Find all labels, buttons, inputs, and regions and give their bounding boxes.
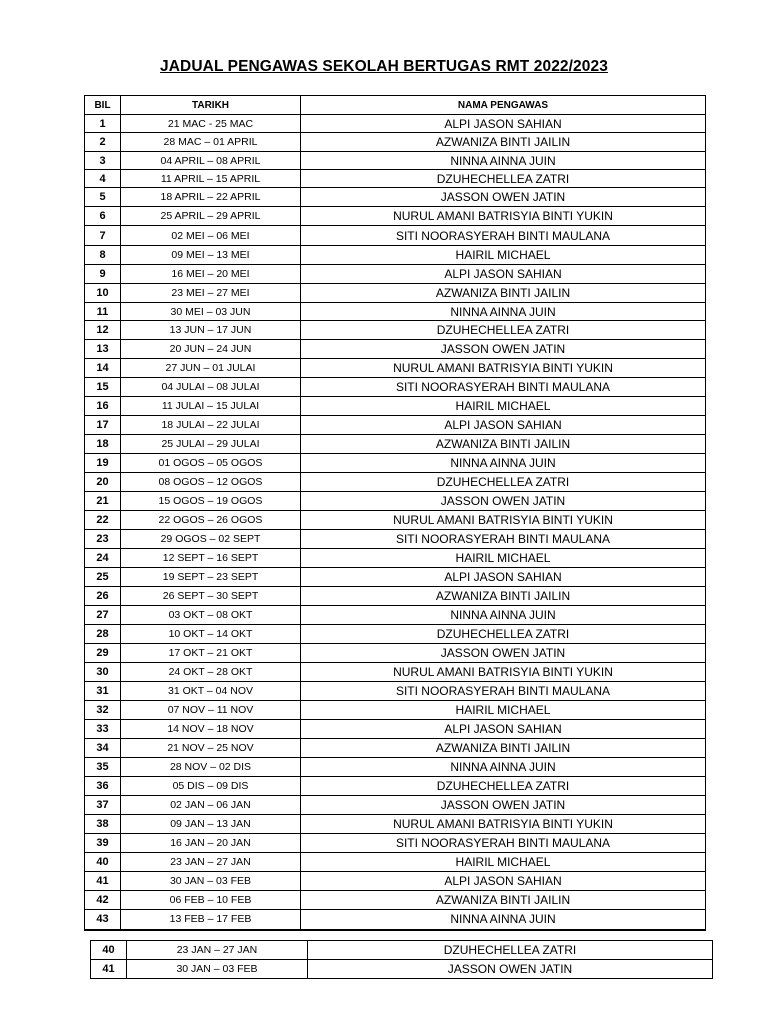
row-date-range: 09 MEI – 13 MEI — [121, 246, 301, 265]
row-date-range: 01 OGOS – 05 OGOS — [121, 454, 301, 473]
row-prefect-name: SITI NOORASYERAH BINTI MAULANA — [301, 378, 706, 397]
row-number: 3 — [85, 152, 121, 170]
row-date-range: 20 JUN – 24 JUN — [121, 340, 301, 359]
row-number: 41 — [85, 872, 121, 891]
row-prefect-name: JASSON OWEN JATIN — [308, 960, 713, 979]
table-row — [91, 960, 713, 979]
row-date-range: 25 JULAI – 29 JULAI — [121, 435, 301, 454]
row-number: 40 — [91, 941, 127, 960]
header-bil: BIL — [85, 96, 121, 115]
row-date-range: 03 OKT – 08 OKT — [121, 606, 301, 625]
row-date-range: 11 JULAI – 15 JULAI — [121, 397, 301, 416]
row-prefect-name: AZWANIZA BINTI JAILIN — [301, 739, 706, 758]
row-prefect-name: JASSON OWEN JATIN — [301, 796, 706, 815]
table-row — [85, 720, 706, 739]
header-tarikh: TARIKH — [121, 96, 301, 115]
table-row — [85, 910, 706, 930]
row-number: 20 — [85, 473, 121, 492]
row-prefect-name: JASSON OWEN JATIN — [301, 340, 706, 359]
row-prefect-name: DZUHECHELLEA ZATRI — [301, 777, 706, 796]
row-date-range: 09 JAN – 13 JAN — [121, 815, 301, 834]
row-prefect-name: AZWANIZA BINTI JAILIN — [301, 435, 706, 454]
table-row — [85, 587, 706, 606]
row-number: 1 — [85, 115, 121, 133]
table-row — [85, 511, 706, 530]
row-prefect-name: ALPI JASON SAHIAN — [301, 265, 706, 284]
table-row — [85, 188, 706, 207]
row-number: 35 — [85, 758, 121, 777]
row-number: 28 — [85, 625, 121, 644]
row-number: 30 — [85, 663, 121, 682]
row-prefect-name: NINNA AINNA JUIN — [301, 606, 706, 625]
row-number: 40 — [85, 853, 121, 872]
row-prefect-name: DZUHECHELLEA ZATRI — [308, 941, 713, 960]
row-prefect-name: HAIRIL MICHAEL — [301, 853, 706, 872]
table-row — [85, 454, 706, 473]
row-prefect-name: HAIRIL MICHAEL — [301, 701, 706, 720]
row-number: 13 — [85, 340, 121, 359]
header-nama-pengawas: NAMA PENGAWAS — [301, 96, 706, 115]
row-number: 22 — [85, 511, 121, 530]
row-prefect-name: HAIRIL MICHAEL — [301, 246, 706, 265]
row-prefect-name: JASSON OWEN JATIN — [301, 188, 706, 207]
table-row — [85, 815, 706, 834]
row-number: 17 — [85, 416, 121, 435]
table-row — [85, 568, 706, 587]
row-date-range: 30 JAN – 03 FEB — [127, 960, 308, 979]
table-row — [85, 625, 706, 644]
table-row — [85, 473, 706, 492]
row-prefect-name: NURUL AMANI BATRISYIA BINTI YUKIN — [301, 207, 706, 226]
row-prefect-name: AZWANIZA BINTI JAILIN — [301, 891, 706, 910]
row-date-range: 13 JUN – 17 JUN — [121, 321, 301, 340]
row-date-range: 19 SEPT – 23 SEPT — [121, 568, 301, 587]
table-row — [85, 152, 706, 170]
row-prefect-name: JASSON OWEN JATIN — [301, 644, 706, 663]
row-date-range: 28 MAC – 01 APRIL — [121, 133, 301, 152]
row-number: 31 — [85, 682, 121, 701]
table-row — [85, 340, 706, 359]
table-row — [85, 777, 706, 796]
row-prefect-name: JASSON OWEN JATIN — [301, 492, 706, 511]
table-row — [85, 606, 706, 625]
row-date-range: 29 OGOS – 02 SEPT — [121, 530, 301, 549]
row-date-range: 22 OGOS – 26 OGOS — [121, 511, 301, 530]
table-row — [85, 378, 706, 397]
row-date-range: 10 OKT – 14 OKT — [121, 625, 301, 644]
table-row — [85, 663, 706, 682]
row-date-range: 08 OGOS – 12 OGOS — [121, 473, 301, 492]
row-prefect-name: ALPI JASON SAHIAN — [301, 720, 706, 739]
row-number: 23 — [85, 530, 121, 549]
table-row — [85, 701, 706, 720]
overflow-table-body — [91, 941, 713, 979]
row-prefect-name: NURUL AMANI BATRISYIA BINTI YUKIN — [301, 511, 706, 530]
table-row — [85, 530, 706, 549]
table-row — [85, 834, 706, 853]
row-date-range: 23 JAN – 27 JAN — [127, 941, 308, 960]
row-date-range: 02 MEI – 06 MEI — [121, 226, 301, 246]
row-date-range: 16 JAN – 20 JAN — [121, 834, 301, 853]
row-prefect-name: SITI NOORASYERAH BINTI MAULANA — [301, 834, 706, 853]
row-date-range: 02 JAN – 06 JAN — [121, 796, 301, 815]
table-body — [85, 115, 706, 930]
row-prefect-name: SITI NOORASYERAH BINTI MAULANA — [301, 226, 706, 246]
row-prefect-name: HAIRIL MICHAEL — [301, 549, 706, 568]
row-number: 5 — [85, 188, 121, 207]
table-row — [85, 207, 706, 226]
row-number: 33 — [85, 720, 121, 739]
table-row — [85, 303, 706, 321]
table-row — [85, 397, 706, 416]
row-prefect-name: AZWANIZA BINTI JAILIN — [301, 587, 706, 606]
table-row — [85, 853, 706, 872]
row-number: 26 — [85, 587, 121, 606]
row-number: 39 — [85, 834, 121, 853]
table-row — [85, 891, 706, 910]
table-row — [85, 265, 706, 284]
row-number: 36 — [85, 777, 121, 796]
row-number: 18 — [85, 435, 121, 454]
table-row — [85, 246, 706, 265]
row-date-range: 04 APRIL – 08 APRIL — [121, 152, 301, 170]
table-row — [85, 682, 706, 701]
table-row — [85, 796, 706, 815]
row-prefect-name: NINNA AINNA JUIN — [301, 758, 706, 777]
row-date-range: 21 NOV – 25 NOV — [121, 739, 301, 758]
row-number: 19 — [85, 454, 121, 473]
row-date-range: 12 SEPT – 16 SEPT — [121, 549, 301, 568]
row-number: 11 — [85, 303, 121, 321]
row-number: 25 — [85, 568, 121, 587]
row-prefect-name: NURUL AMANI BATRISYIA BINTI YUKIN — [301, 359, 706, 378]
row-date-range: 05 DIS – 09 DIS — [121, 777, 301, 796]
table-row — [85, 284, 706, 303]
table-row — [85, 739, 706, 758]
table-row — [85, 170, 706, 188]
row-number: 6 — [85, 207, 121, 226]
row-number: 29 — [85, 644, 121, 663]
row-prefect-name: SITI NOORASYERAH BINTI MAULANA — [301, 682, 706, 701]
row-number: 38 — [85, 815, 121, 834]
row-prefect-name: NINNA AINNA JUIN — [301, 152, 706, 170]
table-header-row — [85, 96, 706, 115]
table-row — [85, 435, 706, 454]
row-prefect-name: SITI NOORASYERAH BINTI MAULANA — [301, 530, 706, 549]
row-number: 7 — [85, 226, 121, 246]
table-row — [85, 416, 706, 435]
row-date-range: 04 JULAI – 08 JULAI — [121, 378, 301, 397]
row-prefect-name: NINNA AINNA JUIN — [301, 454, 706, 473]
row-number: 12 — [85, 321, 121, 340]
row-prefect-name: ALPI JASON SAHIAN — [301, 872, 706, 891]
row-number: 41 — [91, 960, 127, 979]
row-date-range: 21 MAC - 25 MAC — [121, 115, 301, 133]
row-number: 42 — [85, 891, 121, 910]
table-row — [85, 133, 706, 152]
row-prefect-name: NINNA AINNA JUIN — [301, 910, 706, 930]
overflow-schedule-table — [90, 940, 713, 979]
row-date-range: 23 JAN – 27 JAN — [121, 853, 301, 872]
table-row — [85, 115, 706, 133]
table-row — [85, 758, 706, 777]
row-date-range: 06 FEB – 10 FEB — [121, 891, 301, 910]
row-date-range: 30 JAN – 03 FEB — [121, 872, 301, 891]
row-number: 9 — [85, 265, 121, 284]
row-date-range: 13 FEB – 17 FEB — [121, 910, 301, 930]
row-prefect-name: HAIRIL MICHAEL — [301, 397, 706, 416]
table-row — [85, 549, 706, 568]
row-date-range: 24 OKT – 28 OKT — [121, 663, 301, 682]
row-prefect-name: DZUHECHELLEA ZATRI — [301, 170, 706, 188]
table-row — [85, 321, 706, 340]
row-date-range: 14 NOV – 18 NOV — [121, 720, 301, 739]
row-date-range: 31 OKT – 04 NOV — [121, 682, 301, 701]
row-number: 16 — [85, 397, 121, 416]
row-date-range: 11 APRIL – 15 APRIL — [121, 170, 301, 188]
row-number: 14 — [85, 359, 121, 378]
row-date-range: 18 APRIL – 22 APRIL — [121, 188, 301, 207]
row-prefect-name: AZWANIZA BINTI JAILIN — [301, 133, 706, 152]
row-date-range: 15 OGOS – 19 OGOS — [121, 492, 301, 511]
row-date-range: 17 OKT – 21 OKT — [121, 644, 301, 663]
row-date-range: 18 JULAI – 22 JULAI — [121, 416, 301, 435]
row-prefect-name: DZUHECHELLEA ZATRI — [301, 321, 706, 340]
row-prefect-name: ALPI JASON SAHIAN — [301, 568, 706, 587]
table-row — [85, 872, 706, 891]
row-prefect-name: AZWANIZA BINTI JAILIN — [301, 284, 706, 303]
row-number: 10 — [85, 284, 121, 303]
row-date-range: 30 MEI – 03 JUN — [121, 303, 301, 321]
table-row — [85, 359, 706, 378]
row-date-range: 16 MEI – 20 MEI — [121, 265, 301, 284]
row-prefect-name: ALPI JASON SAHIAN — [301, 416, 706, 435]
row-date-range: 07 NOV – 11 NOV — [121, 701, 301, 720]
row-number: 21 — [85, 492, 121, 511]
row-number: 15 — [85, 378, 121, 397]
row-number: 34 — [85, 739, 121, 758]
table-row — [91, 941, 713, 960]
row-prefect-name: DZUHECHELLEA ZATRI — [301, 625, 706, 644]
row-date-range: 27 JUN – 01 JULAI — [121, 359, 301, 378]
row-number: 24 — [85, 549, 121, 568]
row-number: 4 — [85, 170, 121, 188]
duty-schedule-table — [84, 95, 706, 931]
row-number: 2 — [85, 133, 121, 152]
table-row — [85, 226, 706, 246]
row-date-range: 28 NOV – 02 DIS — [121, 758, 301, 777]
row-number: 43 — [85, 910, 121, 930]
row-date-range: 25 APRIL – 29 APRIL — [121, 207, 301, 226]
row-prefect-name: NURUL AMANI BATRISYIA BINTI YUKIN — [301, 815, 706, 834]
row-number: 27 — [85, 606, 121, 625]
table-row — [85, 492, 706, 511]
row-prefect-name: DZUHECHELLEA ZATRI — [301, 473, 706, 492]
row-number: 37 — [85, 796, 121, 815]
row-number: 8 — [85, 246, 121, 265]
table-row — [85, 644, 706, 663]
page-title: JADUAL PENGAWAS SEKOLAH BERTUGAS RMT 2022/2023 — [160, 58, 608, 75]
row-prefect-name: ALPI JASON SAHIAN — [301, 115, 706, 133]
row-number: 32 — [85, 701, 121, 720]
row-date-range: 26 SEPT – 30 SEPT — [121, 587, 301, 606]
row-date-range: 23 MEI – 27 MEI — [121, 284, 301, 303]
row-prefect-name: NURUL AMANI BATRISYIA BINTI YUKIN — [301, 663, 706, 682]
row-prefect-name: NINNA AINNA JUIN — [301, 303, 706, 321]
